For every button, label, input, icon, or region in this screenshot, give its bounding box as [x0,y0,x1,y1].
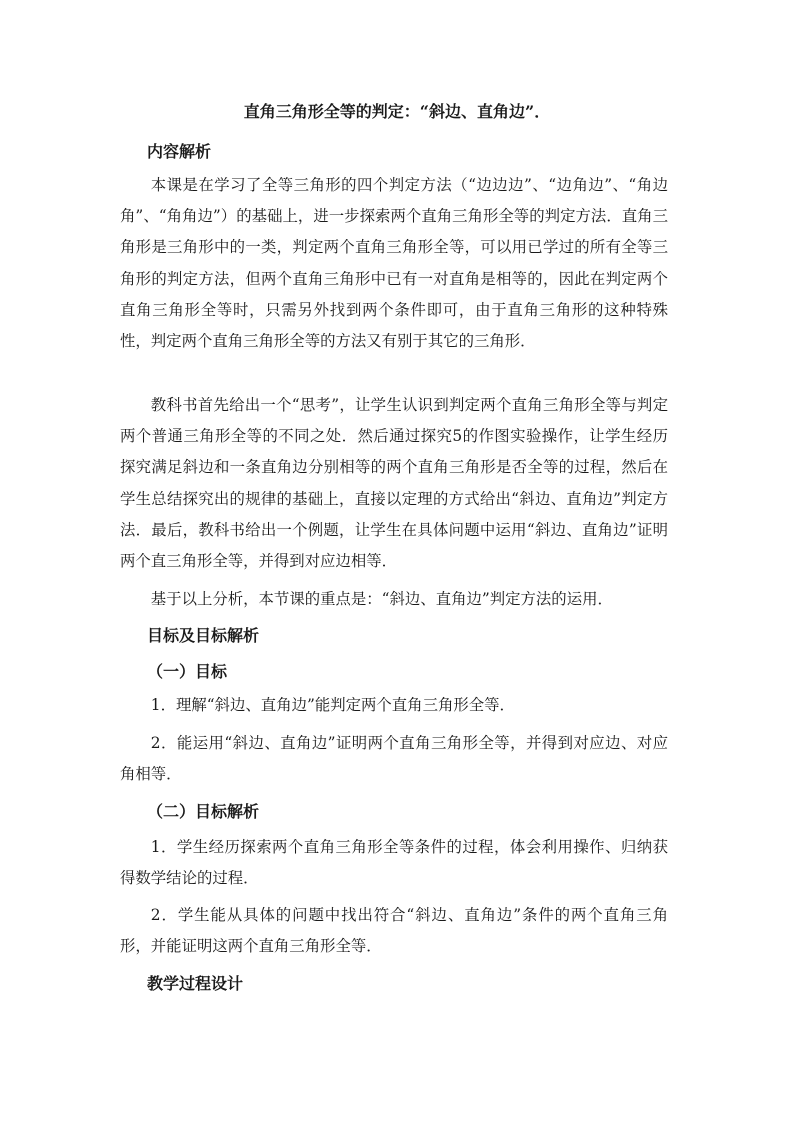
content-paragraph: 本课是在学习了全等三角形的四个判定方法（“边边边”、“边角边”、“角边角”、“角角边”）的基础上，进一步探索两个直角三角形全等的判定方法．直角三角形是三角形中的一类，判定两个直角三角形全等，可以用已学过的所有全等三角形的判定方法，但两个直角三角形中已有一对直角是相等的，因此在判定两个直角三角形全等时，只需另外找到两个条件即可，由于直角三角形的这种特殊性，判定两个直角三角形全等的方法又有别于其它的三角形． [120,176,668,351]
goal-item: 2．能运用“斜边、直角边”证明两个直角三角形全等，并得到对应边、对应角相等． [120,734,668,784]
document-title: 直角三角形全等的判定：“斜边、直角边”． [243,102,551,121]
goal-item: 1．理解“斜边、直角边”能判定两个直角三角形全等． [150,696,515,714]
goal-analysis-item: 2．学生能从具体的问题中找出符合“斜边、直角边”条件的两个直角三角形，并能证明这两个直角三角形全等． [120,906,668,956]
content-analysis-heading: 内容解析 [147,142,212,161]
content-paragraph: 基于以上分析，本节课的重点是：“斜边、直角边”判定方法的运用． [150,590,613,608]
goal-analysis-subheading: （二）目标解析 [147,802,260,821]
goals-heading: 目标及目标解析 [147,626,260,645]
goal-analysis-item: 1．学生经历探索两个直角三角形全等条件的过程，体会利用操作、归纳获得数学结论的过程． [120,838,668,888]
teaching-process-heading: 教学过程设计 [147,974,244,993]
goals-subheading: （一）目标 [147,662,228,681]
content-paragraph: 教科书首先给出一个“思考”，让学生认识到判定两个直角三角形全等与判定两个普通三角形全等的不同之处．然后通过探究5的作图实验操作，让学生经历探究满足斜边和一条直角边分别相等的两个直角三角形是否全等的过程，然后在学生总结探究出的规律的基础上，直接以定理的方式给出“斜边、直角边”判定方法．最后，教科书给出一个例题，让学生在具体问题中运用“斜边、直角边”证明两个直三角形全等，并得到对应边相等． [120,396,668,571]
